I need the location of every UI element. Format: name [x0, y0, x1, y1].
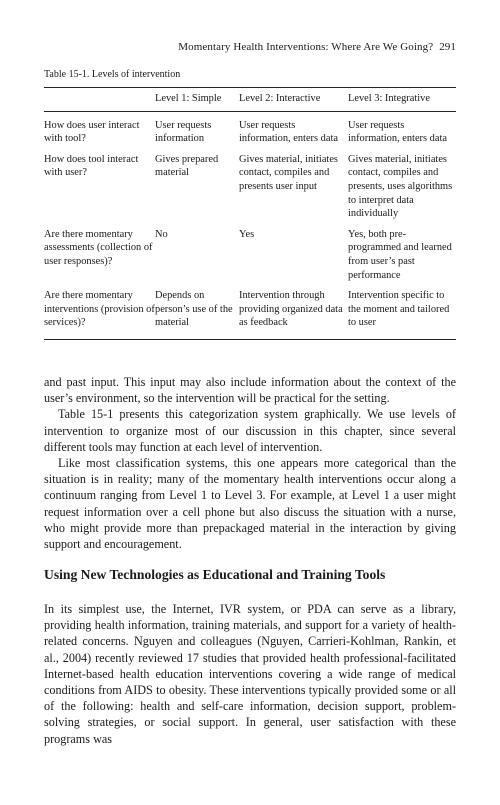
row-question: Are there momentary interventions (provision of services)? — [44, 290, 155, 329]
table-cell: Intervention specific to the moment and tailored to user — [348, 290, 450, 329]
table-cell: Gives material, initiates contact, compiles and presents user input — [239, 153, 338, 192]
levels-table — [44, 87, 456, 340]
paragraph: and past input. This input may also include information about the context of the user’s environment, so the intervention will be practical for the setting. — [44, 375, 456, 406]
table-caption: Table 15-1. Levels of intervention — [44, 69, 181, 80]
paragraph: Table 15-1 presents this categorization system graphically. We use levels of intervention to organize most of our discussion in this chapter, since several different tools may function at each level of intervention. — [44, 407, 456, 454]
table-header-cell: Level 1: Simple — [155, 93, 222, 104]
table-row — [44, 289, 456, 339]
table-cell: Intervention through providing organized data as feedback — [239, 290, 343, 329]
row-question: How does tool interact with user? — [44, 153, 139, 179]
table-cell: User requests information, enters data — [348, 119, 447, 145]
body-text — [44, 374, 456, 552]
table-header-cell: Level 2: Interactive — [239, 93, 321, 104]
running-head-title: Momentary Health Interventions: Where Are We Going? — [178, 41, 434, 53]
row-question: Are there momentary assessments (collection of user responses)? — [44, 228, 153, 267]
row-question: How does user interact with tool? — [44, 119, 140, 145]
table-row — [44, 228, 456, 289]
table-cell: Gives prepared material — [155, 153, 219, 179]
table-cell: Gives material, initiates contact, compiles and presents, uses algorithms to interpret data individually — [348, 153, 453, 220]
table-cell: User requests information — [155, 119, 212, 145]
table-header-row — [44, 88, 456, 111]
section-body — [44, 601, 456, 747]
table-cell: No — [155, 228, 168, 240]
table-header-cell: Level 3: Integrative — [348, 93, 430, 104]
table-cell: User requests information, enters data — [239, 119, 338, 145]
table-cell: Yes, both pre-programmed and learned from user’s past performance — [348, 228, 452, 281]
section-heading: Using New Technologies as Educational and Training Tools — [44, 567, 386, 582]
table-row — [44, 153, 456, 228]
table-row — [44, 111, 456, 153]
table-cell: Depends on person’s use of the material — [155, 290, 233, 329]
page-number: 291 — [439, 41, 456, 53]
paragraph: Like most classification systems, this one appears more categorical than the situation is in reality; many of the momentary health interventions occur along a continuum ranging from Level 1 to Level 3. For example, at Level 1 a user might request information over a cell phone but also discuss the situation with a nurse, who might provide more than prepackaged material in the interaction by giving support and encouragement. — [44, 456, 456, 552]
running-head — [178, 41, 456, 53]
table-header-cell — [44, 88, 155, 111]
table-cell: Yes — [239, 228, 255, 240]
paragraph: In its simplest use, the Internet, IVR system, or PDA can serve as a library, providing health information, training materials, and support for a variety of health-related concerns. Nguyen and colleagues (Nguyen, Carrieri-Kohlman, Rankin, et al., 2004) recently reviewed 17 studies that provided health professional-facilitated Internet-based health education interventions covering a wide range of medical conditions from AIDS to obesity. These interventions typically provided some or all of the following: health and self-care information, decision support, problem-solving strategies, or social support. In general, user satisfaction with these programs was — [44, 602, 456, 746]
